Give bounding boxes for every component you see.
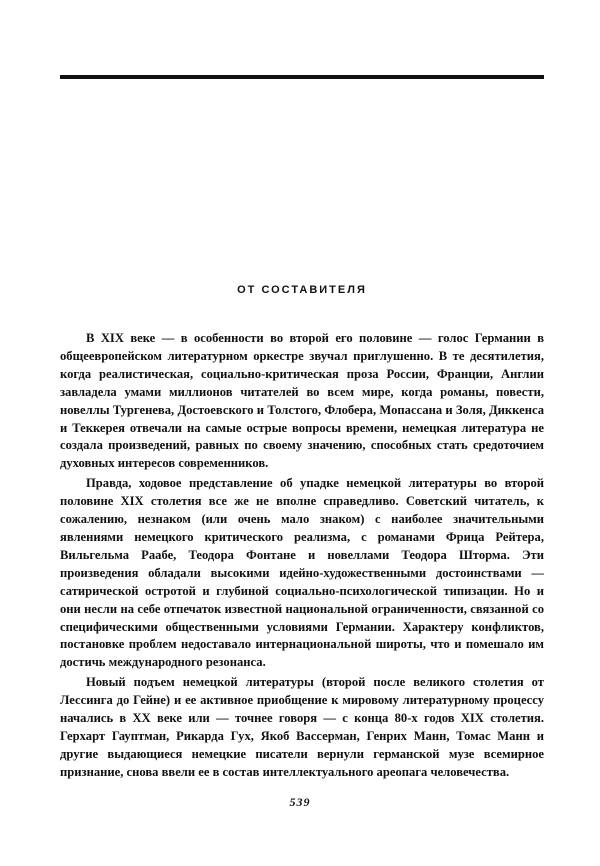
paragraph-2: Правда, ходовое представление об упадке немецкой литературы во второй половине XIX столетия все же не вполне справедливо. Советский читатель, к сожалению, незнаком (или очень мало знаком) с наиболее значительными явлениями немецкого критического реализма, с романами Фрица Рейтера, Вильгельма Раабе, Теодора Фонтане и новеллами Теодора Шторма. Эти произведения обладали высокими идейно-художественными достоинствами — сатирической остротой и глубиной социально-психологической типизации. Но и они несли на себе отпечаток известной национальной ограниченности, связанной со специфическими общественными условиями Германии. Характеру конфликтов, постановке проблем недоставало интернациональной широты, что и помешало им достичь международного резонанса. bbox=[60, 476, 544, 670]
paragraph-1: В XIX веке — в особенности во второй его половине — голос Германии в общеевропейском литературном оркестре звучал приглушенно. В те десятилетия, когда реалистическая, социально-критическая проза России, Франции, Англии завладела умами миллионов читателей во всем мире, когда романы, повести, новеллы Тургенева, Достоевского и Толстого, Флобера, Мопассана и Золя, Диккенса и Теккерея отвечали на самые острые вопросы времени, немецкая литература не создала произведений, равных по своему значению, способных стать средоточием духовных интересов современников. bbox=[60, 331, 544, 471]
paragraph-3: Новый подъем немецкой литературы (второй после великого столетия от Лессинга до Гейне) и ее активное приобщение к мировому литературному процессу начались в XX веке или — точнее говоря — с конца 80-х годов XIX столетия. Герхарт Гауптман, Рикарда Гух, Якоб Вассерман, Генрих Манн, Томас Манн и другие выдающиеся немецкие писатели вернули германской музе всемирное признание, снова ввели ее в состав интеллектуального ареопага человечества. bbox=[60, 675, 544, 779]
top-rule bbox=[60, 75, 544, 79]
section-title: ОТ СОСТАВИТЕЛЯ bbox=[237, 284, 367, 296]
page-number: 539 bbox=[289, 795, 311, 809]
page-text bbox=[60, 284, 544, 784]
